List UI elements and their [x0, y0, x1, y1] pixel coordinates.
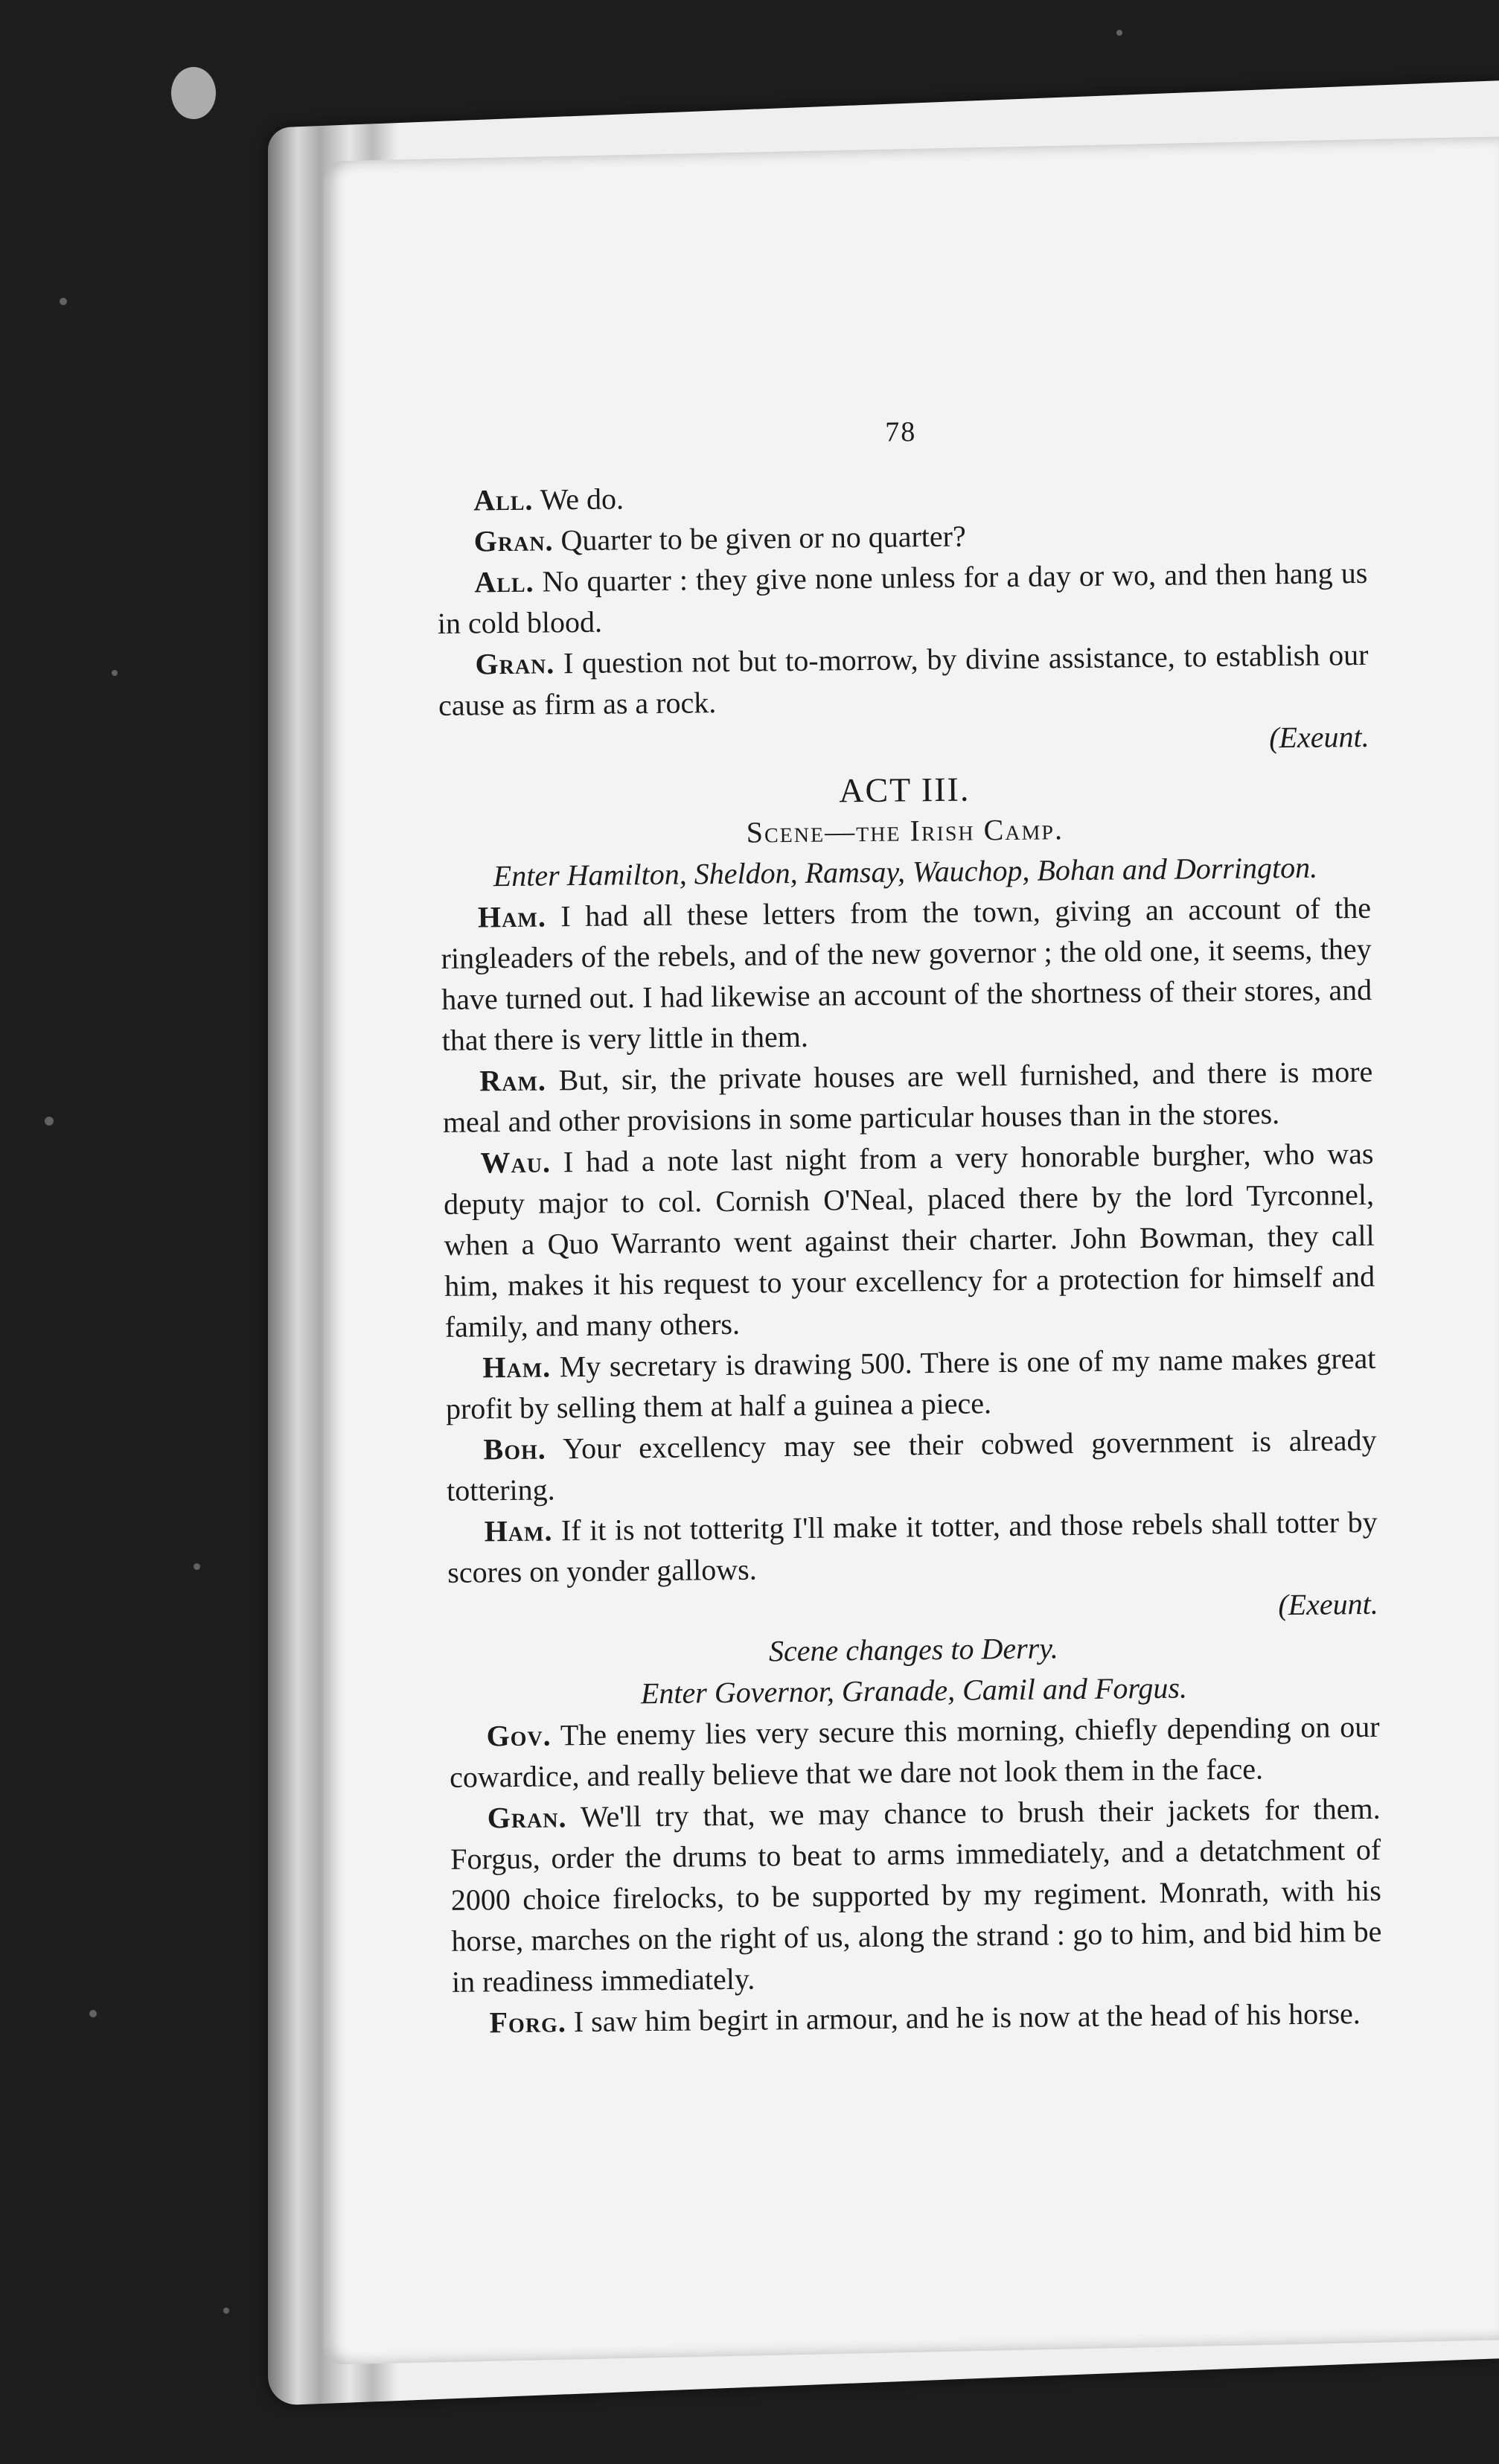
speaker: All.: [474, 564, 534, 599]
speech-text: My secretary is drawing 500. There is one of my name makes great profit by selling them at half a guinea a piece.: [445, 1341, 1376, 1426]
stage-exit: (Exeunt.: [1268, 719, 1369, 755]
speaker: Gran.: [487, 1800, 567, 1835]
speech: [437, 552, 1368, 644]
speech: [438, 634, 1369, 726]
speech-text: Quarter to be given or no quarter?: [560, 519, 966, 558]
stage-direction: Enter Governor, Granade, Camil and Forgus.: [640, 1670, 1188, 1711]
speaker: Wau.: [480, 1145, 552, 1180]
speaker: Ram.: [479, 1063, 547, 1098]
speech: [443, 1133, 1375, 1347]
speech-text: I had all these letters from the town, giving an account of the ringleaders of the rebels, and of the new governor ; the old one, it seems, they have turned out. I had likewise an account of the shortness of their stores, and that there is very little in them.: [441, 890, 1372, 1057]
speech: [445, 1338, 1376, 1429]
speaker: Gov.: [486, 1718, 552, 1753]
scene-change: Scene changes to Derry.: [768, 1631, 1058, 1668]
speaker: Ham.: [477, 899, 547, 934]
speaker: Gran.: [473, 523, 554, 558]
speaker: All.: [473, 482, 534, 517]
page-text: [435, 407, 1383, 2043]
speech: [442, 1051, 1373, 1143]
speech-text: No quarter : they give none unless for a day or wo, and then hang us in cold blood.: [437, 555, 1368, 640]
stage-direction: Enter Hamilton, Sheldon, Ramsay, Wauchop, Bohan and Dorrington.: [493, 850, 1318, 893]
speech: [446, 1420, 1377, 1511]
speech-text: The enemy lies very secure this morning, chiefly depending on our cowardice, and really believe that we dare not look them in the face.: [449, 1709, 1380, 1794]
speech-text: We do.: [540, 482, 624, 517]
speech: [449, 1706, 1380, 1798]
speech: [450, 1788, 1382, 2002]
speech-text: But, sir, the private houses are well furnished, and there is more meal and other provisions in some particular houses than in the stores.: [442, 1054, 1373, 1139]
speaker: Boh.: [483, 1432, 547, 1466]
speaker: Gran.: [475, 646, 555, 681]
speaker: Ham.: [482, 1350, 552, 1385]
speech-text: If it is not totteritg I'll make it totter, and those rebels shall totter by scores on yonder gallows.: [447, 1504, 1378, 1589]
speaker: Forg.: [489, 2005, 567, 2040]
scene-heading: Scene—the Irish Camp.: [746, 812, 1064, 849]
speech-text: We'll try that, we may chance to brush their jackets for them. Forgus, order the drums to beat to arms immediately, and a detatchment of 2000 choice firelocks, to be supported by my regiment. Monrath, with his horse, marches on the right of us, along the strand : go to him, and bid him be in readiness immediately.: [450, 1791, 1382, 1999]
speech: [441, 887, 1372, 1061]
speaker: Ham.: [484, 1513, 553, 1548]
page-number: 78: [885, 416, 917, 448]
speech: [447, 1501, 1378, 1593]
speech-text: I question not but to-morrow, by divine assistance, to establish our cause as firm as a rock.: [438, 637, 1369, 722]
act-title: ACT III.: [838, 770, 971, 810]
stage-exit: (Exeunt.: [1278, 1586, 1379, 1622]
speech-text: I saw him begirt in armour, and he is now at the head of his horse.: [573, 1997, 1361, 2039]
speech-text: Your excellency may see their cobwed government is already tottering.: [446, 1423, 1377, 1507]
speech-text: I had a note last night from a very honorable burgher, who was deputy major to col. Cornish O'Neal, placed there by the lord Tyrconnel, when a Quo Warranto went against their charter. John Bowman, they call him, makes it his request to your excellency for a protection for himself and family, and many others.: [443, 1136, 1375, 1344]
